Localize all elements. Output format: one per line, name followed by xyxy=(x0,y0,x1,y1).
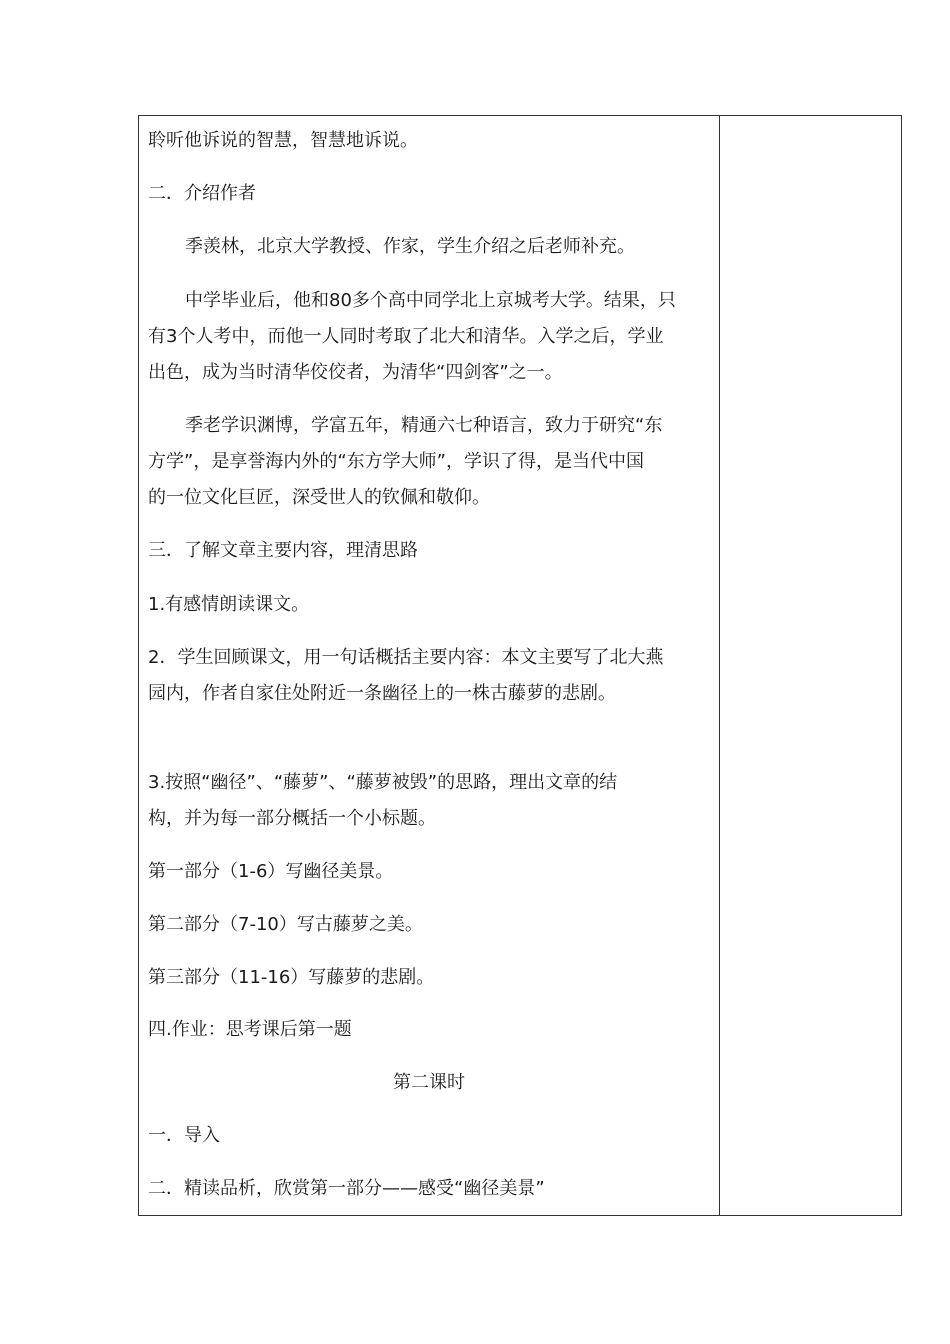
list-item: 1.有感情朗读课文。 xyxy=(148,594,310,615)
text-line: 第三部分（11-16）写藤萝的悲剧。 xyxy=(148,967,435,988)
text-line: 构，并为每一部分概括一个小标题。 xyxy=(148,808,436,829)
text-line: 有3个人考中，而他一人同时考取了北大和清华。入学之后，学业 xyxy=(148,326,664,347)
text-line: 聆听他诉说的智慧，智慧地诉说。 xyxy=(148,130,418,151)
text-line: 第一部分（1-6）写幽径美景。 xyxy=(148,861,394,882)
notes-cell xyxy=(720,116,901,1215)
text-line: 的一位文化巨匠，深受世人的钦佩和敬仰。 xyxy=(148,487,490,508)
lesson-table xyxy=(138,115,902,1216)
section-heading: 四.作业：思考课后第一题 xyxy=(148,1019,352,1040)
lesson-period-title: 第二课时 xyxy=(393,1072,465,1093)
section-heading: 二．精读品析，欣赏第一部分——感受“幽径美景” xyxy=(148,1178,545,1199)
text-line: 出色，成为当时清华佼佼者，为清华“四剑客”之一。 xyxy=(148,362,563,383)
text-line: 第二部分（7-10）写古藤萝之美。 xyxy=(148,914,423,935)
text-line: 季老学识渊博，学富五年，精通六七种语言，致力于研究“东 xyxy=(185,415,663,436)
lesson-content-cell xyxy=(139,116,720,1215)
list-item: 3.按照“幽径”、“藤萝”、“藤萝被毁”的思路，理出文章的结 xyxy=(148,772,618,793)
text-line: 园内，作者自家住处附近一条幽径上的一株古藤萝的悲剧。 xyxy=(148,683,616,704)
section-heading: 二．介绍作者 xyxy=(148,183,256,204)
section-heading: 一．导入 xyxy=(148,1125,220,1146)
text-line: 方学”，是享誉海内外的“东方学大师”，学识了得，是当代中国 xyxy=(148,451,644,472)
text-line: 季羡林，北京大学教授、作家，学生介绍之后老师补充。 xyxy=(185,236,635,257)
text-line: 中学毕业后，他和80多个高中同学北上京城考大学。结果，只 xyxy=(185,290,676,311)
list-item: 2．学生回顾课文，用一句话概括主要内容：本文主要写了北大燕 xyxy=(148,647,664,668)
section-heading: 三．了解文章主要内容，理清思路 xyxy=(148,540,418,561)
